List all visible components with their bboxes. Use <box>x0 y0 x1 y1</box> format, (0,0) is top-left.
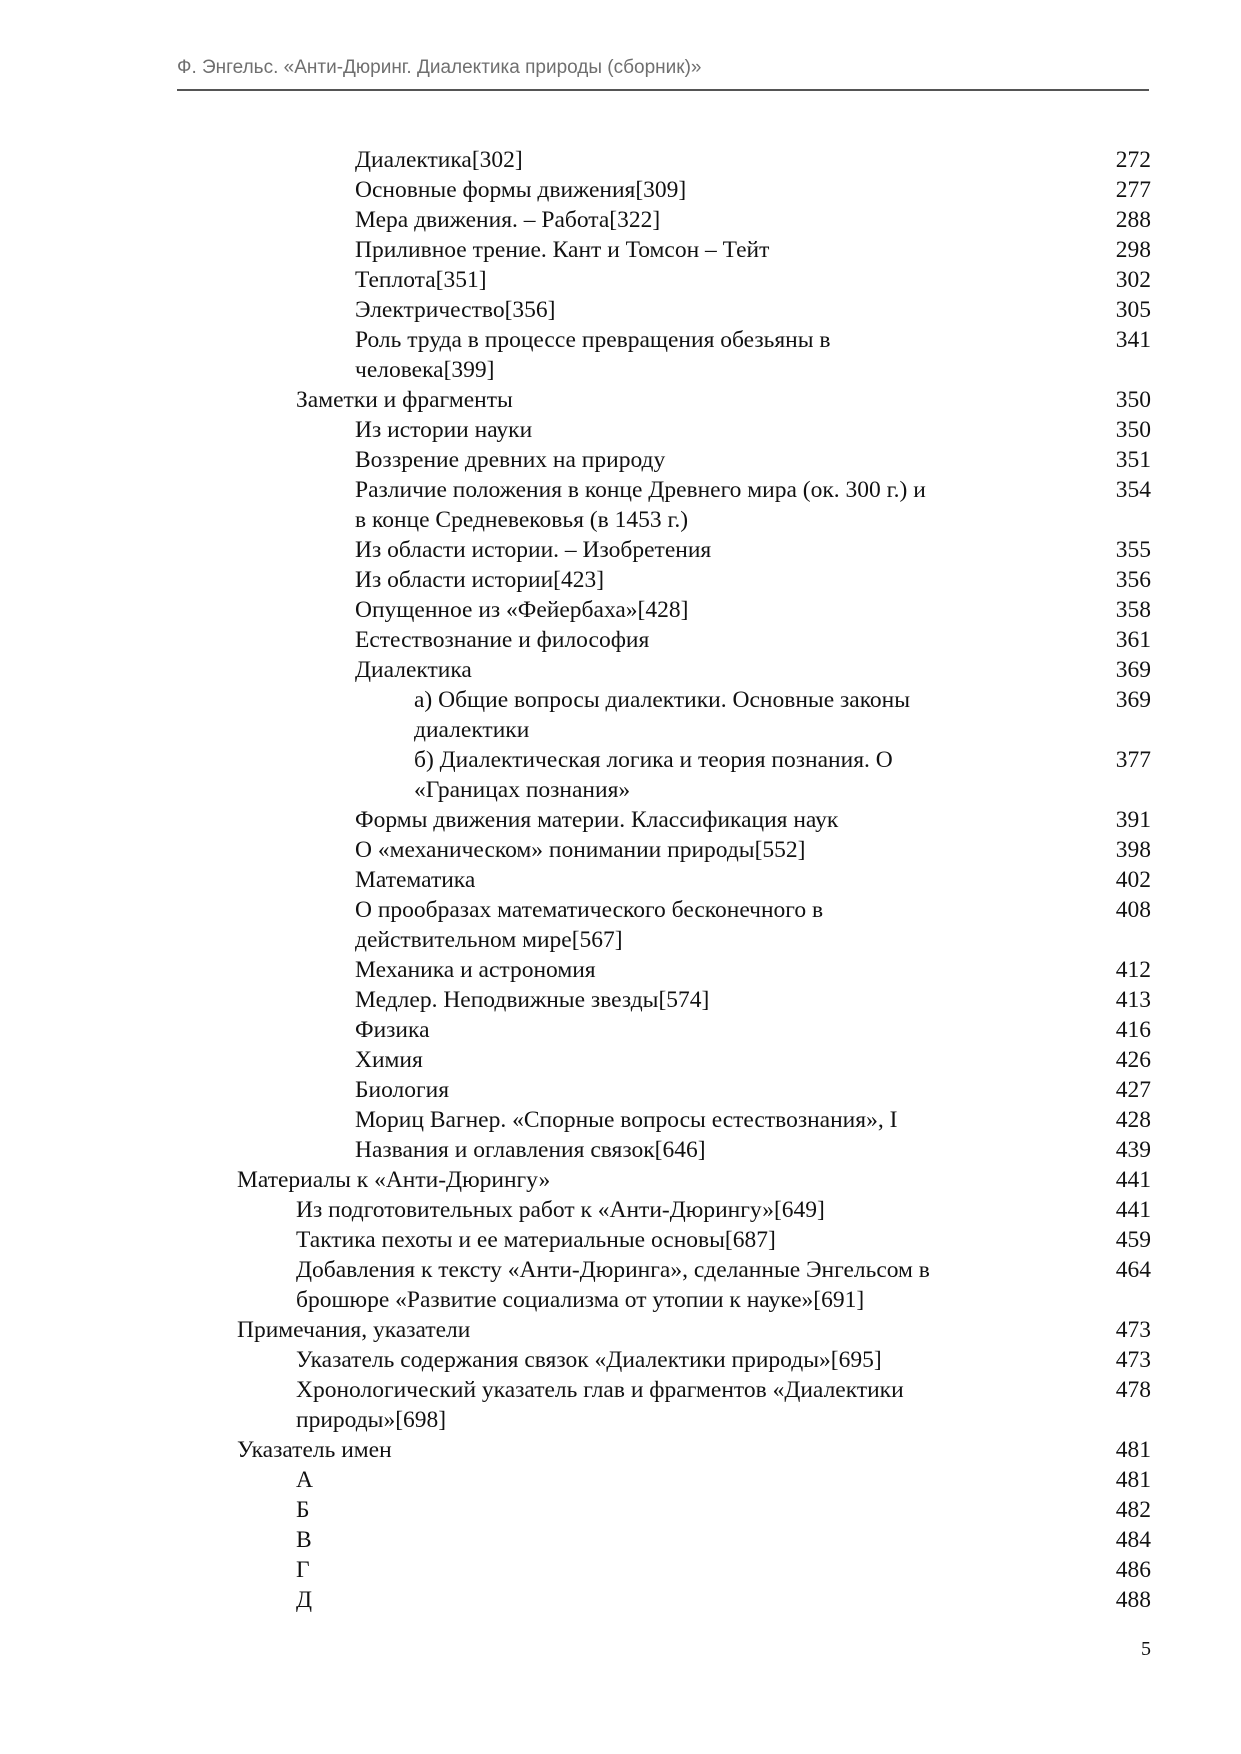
toc-entry-page: 473 <box>1115 1317 1151 1343</box>
toc-entry-title: О «механическом» понимании природы[552] <box>355 837 806 863</box>
toc-entry[interactable] <box>0 295 1241 325</box>
toc-entry[interactable] <box>0 1525 1241 1555</box>
toc-entry[interactable] <box>0 325 1241 385</box>
toc-entry-title: Из области истории. – Изобретения <box>355 537 712 563</box>
toc-entry-page: 356 <box>1115 567 1151 593</box>
toc-entry-page: 369 <box>1115 657 1151 683</box>
toc-entry-page: 277 <box>1115 177 1151 203</box>
toc-entry[interactable] <box>0 1345 1241 1375</box>
toc-entry-page: 488 <box>1115 1587 1151 1613</box>
toc-entry-page: 428 <box>1115 1107 1151 1133</box>
toc-entry-page: 412 <box>1115 957 1151 983</box>
toc-entry-page: 341 <box>1115 327 1151 353</box>
toc-entry-title: Электричество[356] <box>355 297 556 323</box>
toc-entry[interactable] <box>0 565 1241 595</box>
toc-entry-page: 398 <box>1115 837 1151 863</box>
toc-entry[interactable] <box>0 835 1241 865</box>
toc-entry-page: 305 <box>1115 297 1151 323</box>
toc-entry-page: 484 <box>1115 1527 1151 1553</box>
toc-entry-title: Тактика пехоты и ее материальные основы[687] <box>296 1227 776 1253</box>
toc-entry[interactable] <box>0 1105 1241 1135</box>
toc-entry[interactable] <box>0 1495 1241 1525</box>
toc-entry[interactable] <box>0 1585 1241 1615</box>
toc-entry-page: 416 <box>1115 1017 1151 1043</box>
toc-entry-page: 413 <box>1115 987 1151 1013</box>
toc-entry-title: Примечания, указатели <box>237 1317 471 1343</box>
toc-entry-page: 377 <box>1115 747 1151 773</box>
toc-entry[interactable] <box>0 1315 1241 1345</box>
toc-entry-title: Заметки и фрагменты <box>296 387 513 413</box>
toc-entry[interactable] <box>0 1075 1241 1105</box>
toc-entry-title: Формы движения материи. Классификация наук <box>355 807 839 833</box>
toc-entry-title: Д <box>296 1587 313 1613</box>
toc-entry-page: 402 <box>1115 867 1151 893</box>
toc-entry-title: б) Диалектическая логика и теория познания. О «Границах познания» <box>414 747 893 803</box>
toc-entry-title: Материалы к «Анти-Дюрингу» <box>237 1167 551 1193</box>
toc-entry[interactable] <box>0 1465 1241 1495</box>
toc-entry[interactable] <box>0 1045 1241 1075</box>
toc-entry-title: Из истории науки <box>355 417 533 443</box>
toc-entry-page: 478 <box>1115 1377 1151 1403</box>
toc-entry-title: Указатель имен <box>237 1437 392 1463</box>
toc-entry-title: Естествознание и философия <box>355 627 650 653</box>
toc-entry-title: Различие положения в конце Древнего мира (ок. 300 г.) и в конце Средневековья (в 1453 г.) <box>355 477 926 533</box>
toc-entry[interactable] <box>0 685 1241 745</box>
toc-entry-title: Роль труда в процессе превращения обезьяны в человека[399] <box>355 327 831 383</box>
toc-entry[interactable] <box>0 895 1241 955</box>
toc-entry[interactable] <box>0 595 1241 625</box>
toc-entry[interactable] <box>0 145 1241 175</box>
toc-entry-title: Из области истории[423] <box>355 567 605 593</box>
toc-entry-page: 481 <box>1115 1437 1151 1463</box>
toc-entry-title: Б <box>296 1497 310 1523</box>
toc-entry[interactable] <box>0 415 1241 445</box>
toc-entry-title: Опущенное из «Фейербаха»[428] <box>355 597 689 623</box>
toc-entry-title: Диалектика <box>355 657 472 683</box>
toc-entry-title: Химия <box>355 1047 423 1073</box>
table-of-contents <box>0 145 1241 1615</box>
toc-entry-page: 272 <box>1115 147 1151 173</box>
toc-entry-page: 439 <box>1115 1137 1151 1163</box>
toc-entry-page: 473 <box>1115 1347 1151 1373</box>
toc-entry-page: 369 <box>1115 687 1151 713</box>
toc-entry-title: Добавления к тексту «Анти-Дюринга», сделанные Энгельсом в брошюре «Развитие социализма от утопии к науке»[691] <box>296 1257 930 1313</box>
toc-entry-title: Биология <box>355 1077 450 1103</box>
toc-entry-title: Медлер. Неподвижные звезды[574] <box>355 987 710 1013</box>
toc-entry[interactable] <box>0 655 1241 685</box>
toc-entry-page: 464 <box>1115 1257 1151 1283</box>
toc-entry-title: Мориц Вагнер. «Спорные вопросы естествознания», I <box>355 1107 898 1133</box>
toc-entry-title: В <box>296 1527 312 1553</box>
toc-entry-page: 408 <box>1115 897 1151 923</box>
toc-entry-page: 350 <box>1115 417 1151 443</box>
toc-entry-title: Названия и оглавления связок[646] <box>355 1137 706 1163</box>
toc-entry-page: 361 <box>1115 627 1151 653</box>
toc-entry-title: Приливное трение. Кант и Томсон – Тейт <box>355 237 770 263</box>
toc-entry-page: 391 <box>1115 807 1151 833</box>
toc-entry-title: Из подготовительных работ к «Анти-Дюрингу»[649] <box>296 1197 825 1223</box>
toc-entry-title: Математика <box>355 867 476 893</box>
header-rule <box>177 89 1149 91</box>
toc-entry-title: Теплота[351] <box>355 267 487 293</box>
toc-entry[interactable] <box>0 475 1241 535</box>
toc-entry[interactable] <box>0 385 1241 415</box>
toc-entry-title: Основные формы движения[309] <box>355 177 687 203</box>
toc-entry-page: 482 <box>1115 1497 1151 1523</box>
toc-entry[interactable] <box>0 265 1241 295</box>
toc-entry-title: Диалектика[302] <box>355 147 523 173</box>
toc-entry[interactable] <box>0 1135 1241 1165</box>
toc-entry-title: Мера движения. – Работа[322] <box>355 207 661 233</box>
toc-entry-page: 355 <box>1115 537 1151 563</box>
toc-entry-page: 481 <box>1115 1467 1151 1493</box>
toc-entry[interactable] <box>0 1255 1241 1315</box>
toc-entry-page: 288 <box>1115 207 1151 233</box>
toc-entry[interactable] <box>0 1015 1241 1045</box>
toc-entry[interactable] <box>0 1555 1241 1585</box>
toc-entry[interactable] <box>0 1435 1241 1465</box>
toc-entry[interactable] <box>0 1165 1241 1195</box>
toc-entry[interactable] <box>0 205 1241 235</box>
toc-entry-page: 486 <box>1115 1557 1151 1583</box>
toc-entry-page: 350 <box>1115 387 1151 413</box>
toc-entry[interactable] <box>0 625 1241 655</box>
toc-entry-page: 426 <box>1115 1047 1151 1073</box>
toc-entry[interactable] <box>0 955 1241 985</box>
toc-entry-title: Механика и астрономия <box>355 957 596 983</box>
toc-entry-title: О прообразах математического бесконечного в действительном мире[567] <box>355 897 824 953</box>
toc-entry-page: 441 <box>1115 1167 1151 1193</box>
toc-entry-title: а) Общие вопросы диалектики. Основные законы диалектики <box>414 687 911 743</box>
toc-entry-page: 441 <box>1115 1197 1151 1223</box>
toc-entry-page: 302 <box>1115 267 1151 293</box>
toc-entry-page: 358 <box>1115 597 1151 623</box>
toc-entry-title: Физика <box>355 1017 430 1043</box>
toc-entry-title: Г <box>296 1557 310 1583</box>
toc-entry[interactable] <box>0 865 1241 895</box>
toc-entry-page: 459 <box>1115 1227 1151 1253</box>
toc-entry-page: 354 <box>1115 477 1151 503</box>
toc-entry-page: 298 <box>1115 237 1151 263</box>
toc-entry-title: Хронологический указатель глав и фрагментов «Диалектики природы»[698] <box>296 1377 904 1433</box>
toc-entry-page: 351 <box>1115 447 1151 473</box>
toc-entry[interactable] <box>0 805 1241 835</box>
toc-entry[interactable] <box>0 175 1241 205</box>
toc-entry[interactable] <box>0 1375 1241 1435</box>
page-number: 5 <box>1141 1638 1151 1660</box>
toc-entry-title: Воззрение древних на природу <box>355 447 666 473</box>
toc-entry[interactable] <box>0 235 1241 265</box>
running-header: Ф. Энгельс. «Анти-Дюринг. Диалектика природы (сборник)» <box>177 57 702 78</box>
toc-entry[interactable] <box>0 745 1241 805</box>
toc-entry-page: 427 <box>1115 1077 1151 1103</box>
toc-entry[interactable] <box>0 445 1241 475</box>
toc-entry[interactable] <box>0 1225 1241 1255</box>
toc-entry-title: А <box>296 1467 313 1493</box>
toc-entry[interactable] <box>0 1195 1241 1225</box>
toc-entry[interactable] <box>0 985 1241 1015</box>
toc-entry-title: Указатель содержания связок «Диалектики природы»[695] <box>296 1347 882 1373</box>
toc-entry[interactable] <box>0 535 1241 565</box>
